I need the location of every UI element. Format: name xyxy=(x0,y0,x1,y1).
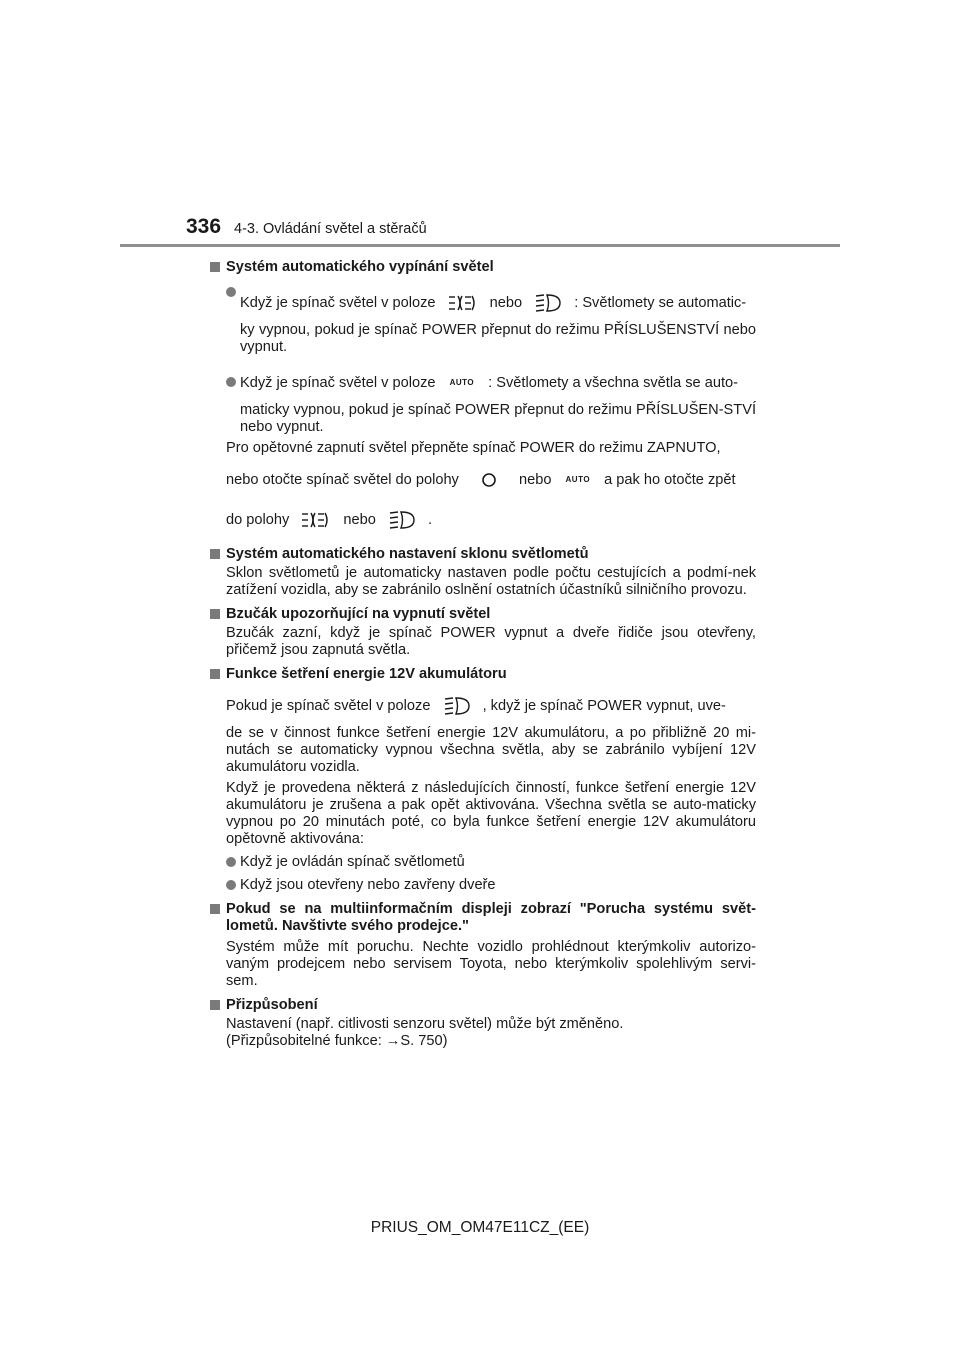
headlights-icon xyxy=(443,696,471,716)
list-item: Když je spínač světel v poloze AUTO : Světlomety a všechna světla se auto- maticky vypnou, pokud je spínač POWER přepnut do režimu PŘÍSLUŠEN-STVÍ nebo vypnut. xyxy=(210,364,756,436)
paragraph: nebo otočte spínač světel do polohy nebo AUTO a pak ho otočte zpět xyxy=(210,461,756,499)
auto-position-icon: AUTO xyxy=(565,475,591,485)
paragraph: Když je provedena některá z následujících činností, funkce šetření energie 12V akumulátoru je zrušena a pak opět aktivována. Všechna světla se auto-maticky vypnou po 20 minutách poté, co byla funkce šetření energie 12V akumulátoru opětovně aktivována: xyxy=(226,780,756,848)
header-rule xyxy=(120,244,840,247)
square-bullet-icon xyxy=(210,549,220,559)
section-heading-customization: Přizpůsobení xyxy=(210,997,756,1014)
tail-lights-icon xyxy=(301,510,331,530)
section-heading-leveling: Systém automatického nastavení sklonu světlometů xyxy=(210,546,756,563)
list-item: Když je spínač světel v poloze nebo : Světlomety se automatic- ky vypnou, pokud je spínač POWER přepnut do režimu PŘÍSLUŠENSTVÍ nebo vypnut. xyxy=(210,284,756,356)
paragraph: Pro opětovné zapnutí světel přepněte spínač POWER do režimu ZAPNUTO, xyxy=(226,440,721,457)
paragraph: Nastavení (např. citlivosti senzoru světel) může být změněno. xyxy=(226,1016,624,1033)
section-heading-battery-saver: Funkce šetření energie 12V akumulátoru xyxy=(210,666,756,683)
off-position-icon xyxy=(471,470,507,490)
section-heading-malfunction: Pokud se na multiinformačním displeji zobrazí "Porucha systému svět-lometů. Navštivte svého prodejce." xyxy=(210,901,756,935)
paragraph: Sklon světlometů je automaticky nastaven podle počtu cestujících a podmí-nek zatížení vozidla, aby se zabránilo oslnění ostatních účastníků silničního provozu. xyxy=(226,565,756,599)
section-title: 4-3. Ovládání světel a stěračů xyxy=(234,221,427,237)
section-heading-auto-off: Systém automatického vypínání světel xyxy=(210,259,756,276)
round-bullet-icon xyxy=(226,287,236,297)
auto-position-icon: AUTO xyxy=(449,378,475,388)
tail-lights-icon xyxy=(448,293,478,313)
page-content xyxy=(210,252,756,1050)
footer-code: PRIUS_OM_OM47E11CZ_(EE) xyxy=(370,1219,590,1236)
page-number: 336 xyxy=(186,215,222,238)
paragraph: Systém může mít poruchu. Nechte vozidlo prohlédnout kterýmkoliv autorizo-vaným prodejcem nebo servisem Toyota, nebo kterýmkoliv spolehlivým servi-sem. xyxy=(226,939,756,990)
headlights-icon xyxy=(388,510,416,530)
list-item: Když jsou otevřeny nebo zavřeny dveře xyxy=(210,877,756,894)
paragraph: Bzučák zazní, když je spínač POWER vypnut a dveře řidiče jsou otevřeny, přičemž jsou zapnutá světla. xyxy=(226,625,756,659)
square-bullet-icon xyxy=(210,262,220,272)
square-bullet-icon xyxy=(210,669,220,679)
square-bullet-icon xyxy=(210,904,220,914)
paragraph: do polohy nebo . xyxy=(210,501,756,539)
round-bullet-icon xyxy=(226,857,236,867)
section-heading-buzzer: Bzučák upozorňující na vypnutí světel xyxy=(210,606,756,623)
list-item: Když je ovládán spínač světlometů xyxy=(210,854,756,871)
headlights-icon xyxy=(534,293,562,313)
cross-reference: (Přizpůsobitelné funkce: →S. 750) xyxy=(226,1033,448,1050)
round-bullet-icon xyxy=(226,880,236,890)
round-bullet-icon xyxy=(226,377,236,387)
square-bullet-icon xyxy=(210,609,220,619)
square-bullet-icon xyxy=(210,1000,220,1010)
paragraph: Pokud je spínač světel v poloze , když je spínač POWER vypnut, uve- de se v činnost funkce šetření energie 12V akumulátoru, a po přibližně 20 mi-nutách se automaticky vypnou všechna světla, aby se zabránilo vybíjení 12V akumulátoru vozidla. xyxy=(226,698,756,776)
